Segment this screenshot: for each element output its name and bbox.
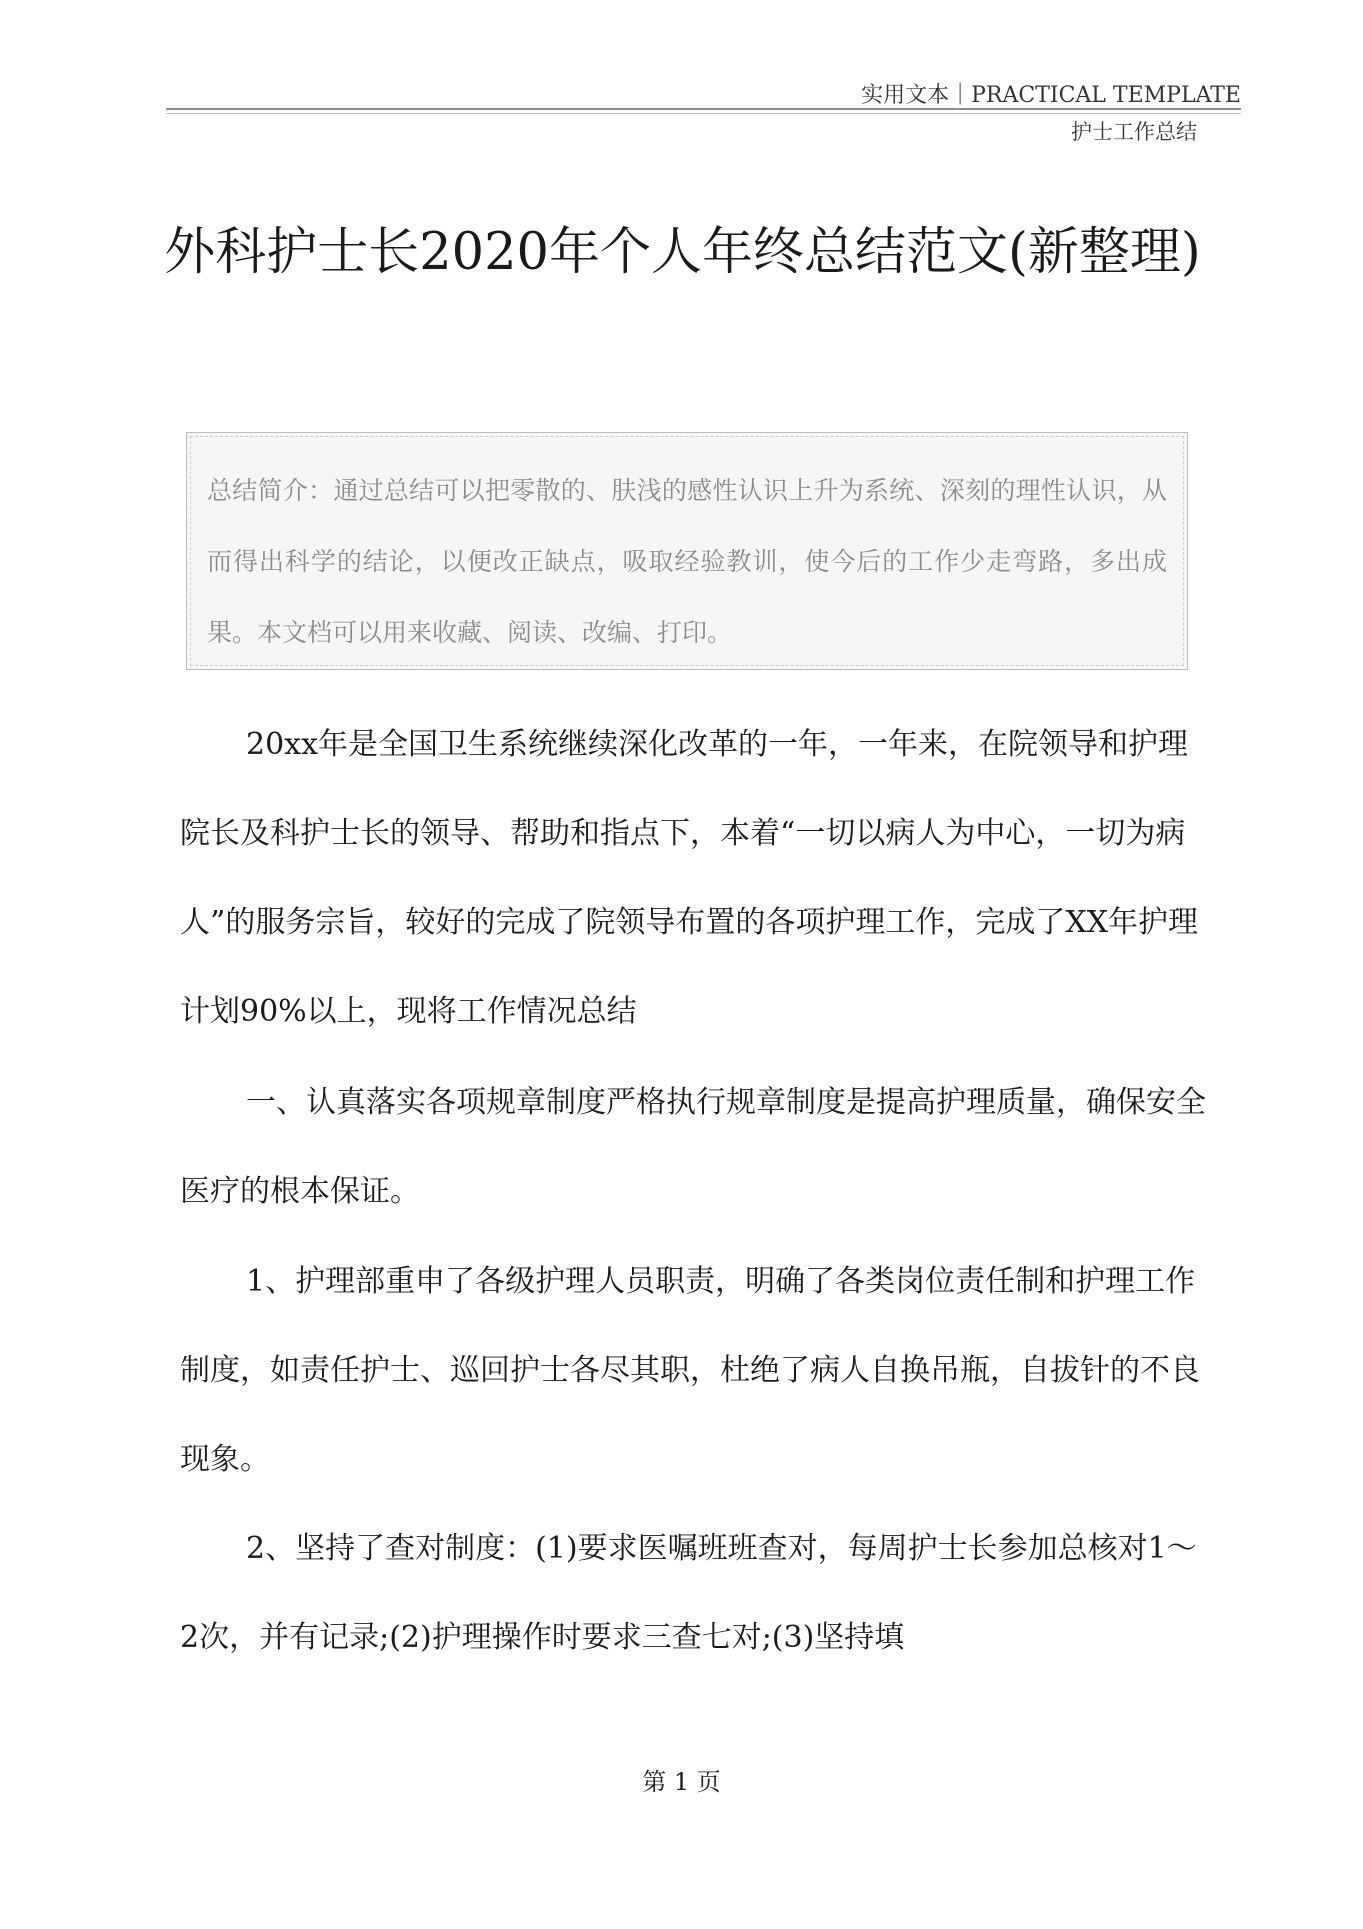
summary-box (186, 432, 1188, 670)
page-number: 第 1 页 (642, 1768, 721, 1796)
paragraph-text: 20xx年是全国卫生系统继续深化改革的一年，一年来，在院领导和护理院长及科护士长的领导、帮助和指点下，本着“一切以病人为中心，一切为病人”的服务宗旨，较好的完成了院领导布置的各项护理工作，完成了XX年护理计划90%以上，现将工作情况总结 (180, 727, 1199, 1029)
header-top-label: 实用文本｜PRACTICAL TEMPLATE (861, 83, 1241, 108)
body-paragraph (180, 700, 1215, 1056)
document-title: 外科护士长2020年个人年终总结范文(新整理) (164, 223, 1201, 282)
paragraph-text: 1、护理部重申了各级护理人员职责，明确了各类岗位责任制和护理工作制度，如责任护士、巡回护士各尽其职，杜绝了病人自换吊瓶，自拔针的不良现象。 (180, 1264, 1200, 1477)
summary-text: 总结简介：通过总结可以把零散的、肤浅的感性认识上升为系统、深刻的理性认识，从而得出科学的结论，以便改正缺点，吸取经验教训，使今后的工作少走弯路，多出成果。本文档可以用来收藏、阅读、改编、打印。 (207, 476, 1167, 647)
header-divider-thin (166, 113, 1241, 114)
body-paragraph (180, 1058, 1215, 1236)
body-paragraph (180, 1504, 1215, 1682)
body-paragraph (180, 1237, 1215, 1504)
paragraph-text: 一、认真落实各项规章制度严格执行规章制度是提高护理质量，确保安全医疗的根本保证。 (180, 1085, 1206, 1209)
paragraph-text: 2、坚持了查对制度：(1)要求医嘱班班查对，每周护士长参加总核对1～2次，并有记录;(2)护理操作时要求三查七对;(3)坚持填 (180, 1531, 1197, 1655)
header-divider (166, 108, 1241, 110)
header-sub-label: 护士工作总结 (1071, 120, 1197, 144)
